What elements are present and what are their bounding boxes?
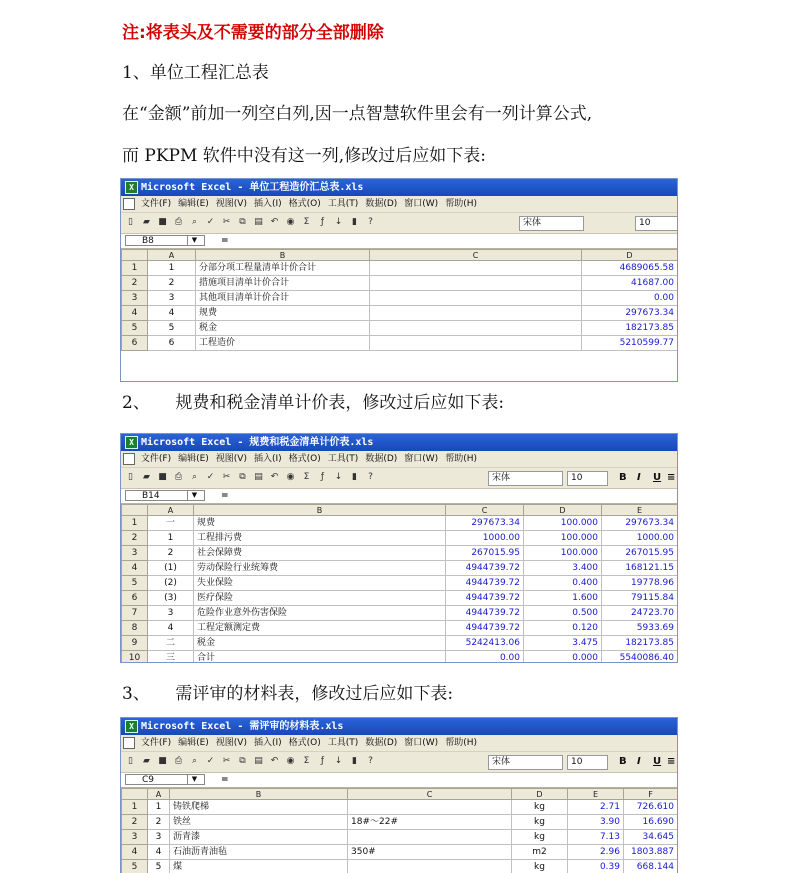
table-row — [122, 651, 678, 664]
table-row — [122, 576, 678, 591]
cell[interactable]: 4944739.72 — [446, 591, 524, 606]
cell[interactable]: 0.39 — [568, 860, 624, 873]
cell[interactable]: 79115.84 — [602, 591, 678, 606]
row-header[interactable]: 1 — [122, 516, 148, 531]
undo-icon[interactable]: ↶ — [268, 755, 281, 768]
cell[interactable]: 4944739.72 — [446, 576, 524, 591]
cell[interactable]: (2) — [148, 576, 194, 591]
formula-equals: = — [221, 773, 229, 787]
copy-icon[interactable]: ⧉ — [236, 755, 249, 768]
help-icon[interactable]: ? — [364, 216, 377, 229]
table-row — [122, 621, 678, 636]
column-header[interactable]: A — [148, 789, 170, 800]
cell[interactable]: 100.000 — [524, 516, 602, 531]
font-name-select[interactable]: 宋体 — [488, 471, 563, 486]
row-header[interactable]: 10 — [122, 651, 148, 664]
font-size-select[interactable]: 10 — [567, 755, 608, 770]
cell[interactable]: 5210599.77 — [582, 336, 678, 351]
sort-icon[interactable]: ↓ — [332, 216, 345, 229]
cell[interactable] — [370, 321, 582, 336]
table-row — [122, 546, 678, 561]
cell[interactable]: 2.96 — [568, 845, 624, 860]
row-header[interactable]: 3 — [122, 291, 148, 306]
cell[interactable]: 297673.34 — [582, 306, 678, 321]
table-row — [122, 591, 678, 606]
window-title: Microsoft Excel - 需评审的材料表.xls — [141, 721, 343, 732]
row-header[interactable]: 2 — [122, 815, 148, 830]
cell[interactable]: 4 — [148, 306, 196, 321]
menu-data[interactable]: 数据(D) — [365, 738, 397, 748]
window-title: Microsoft Excel - 规费和税金清单计价表.xls — [141, 437, 373, 448]
cell[interactable]: 5933.69 — [602, 621, 678, 636]
row-header[interactable]: 2 — [122, 276, 148, 291]
cell[interactable]: 24723.70 — [602, 606, 678, 621]
menu-window[interactable]: 窗口(W) — [404, 738, 438, 748]
cell[interactable]: 4 — [148, 621, 194, 636]
cell[interactable]: 社会保障费 — [194, 546, 446, 561]
save-icon[interactable]: ■ — [156, 471, 169, 484]
row-header[interactable]: 4 — [122, 561, 148, 576]
excel-icon: X — [125, 436, 138, 449]
menu-insert[interactable]: 插入(I) — [254, 738, 282, 748]
sum-icon[interactable]: Σ — [300, 216, 313, 229]
chart-icon[interactable]: ▮ — [348, 216, 361, 229]
sheet-grid — [121, 504, 678, 663]
menu-insert[interactable]: 插入(I) — [254, 454, 282, 464]
column-header[interactable]: A — [148, 505, 194, 516]
cell[interactable]: m2 — [512, 845, 568, 860]
cell[interactable]: 税金 — [194, 636, 446, 651]
column-header[interactable]: D — [512, 789, 568, 800]
title-bar — [121, 179, 677, 196]
menu-edit[interactable]: 编辑(E) — [178, 454, 209, 464]
document-icon — [123, 453, 135, 465]
help-icon[interactable]: ? — [364, 755, 377, 768]
formula-bar — [121, 489, 677, 504]
align-icon[interactable]: ≡ — [667, 755, 675, 769]
excel-icon: X — [125, 181, 138, 194]
heading-2: 2、 规费和税金清单计价表，修改过后应如下表: — [122, 393, 504, 413]
cell[interactable]: 0.000 — [524, 651, 602, 664]
font-name-select[interactable]: 宋体 — [519, 216, 584, 231]
menu-bar — [121, 196, 677, 213]
column-header[interactable]: A — [148, 250, 196, 261]
column-header[interactable]: D — [524, 505, 602, 516]
cell[interactable]: 规费 — [196, 306, 370, 321]
bold-button[interactable]: B — [619, 471, 627, 485]
excel-window-1 — [120, 178, 678, 382]
table-row — [122, 860, 678, 873]
column-header[interactable]: B — [196, 250, 370, 261]
table-row — [122, 276, 678, 291]
cell[interactable]: 劳动保险行业统筹费 — [194, 561, 446, 576]
table-row — [122, 815, 678, 830]
undo-icon[interactable]: ↶ — [268, 216, 281, 229]
print-icon[interactable]: ⎙ — [172, 216, 185, 229]
copy-icon[interactable]: ⧉ — [236, 471, 249, 484]
menu-help[interactable]: 帮助(H) — [445, 199, 477, 209]
cut-icon[interactable]: ✂ — [220, 755, 233, 768]
cell[interactable]: 医疗保险 — [194, 591, 446, 606]
cell[interactable]: 其他项目清单计价合计 — [196, 291, 370, 306]
cell[interactable]: 分部分项工程量清单计价合计 — [196, 261, 370, 276]
cell[interactable]: 4944739.72 — [446, 621, 524, 636]
name-box[interactable]: B14 — [125, 490, 205, 501]
cell[interactable]: kg — [512, 815, 568, 830]
cell[interactable]: 4944739.72 — [446, 606, 524, 621]
column-header[interactable]: D — [582, 250, 678, 261]
column-header[interactable]: E — [602, 505, 678, 516]
row-header[interactable]: 9 — [122, 636, 148, 651]
cell[interactable]: 一 — [148, 516, 194, 531]
note-text: 注:将表头及不需要的部分全部删除 — [122, 23, 384, 43]
table-row — [122, 606, 678, 621]
corner-cell[interactable] — [122, 505, 148, 516]
cell[interactable]: 168121.15 — [602, 561, 678, 576]
cell[interactable] — [370, 276, 582, 291]
row-header[interactable]: 1 — [122, 261, 148, 276]
cell[interactable] — [370, 261, 582, 276]
menu-format[interactable]: 格式(O) — [289, 454, 321, 464]
menu-bar — [121, 735, 677, 752]
cell[interactable]: 1 — [148, 261, 196, 276]
undo-icon[interactable]: ↶ — [268, 471, 281, 484]
cell[interactable]: 5540086.40 — [602, 651, 678, 664]
toolbar — [121, 468, 677, 489]
cell[interactable]: 石油沥青油毡 — [170, 845, 348, 860]
cell[interactable]: 2 — [148, 276, 196, 291]
cell[interactable]: 1000.00 — [446, 531, 524, 546]
cell[interactable] — [370, 336, 582, 351]
menu-tools[interactable]: 工具(T) — [328, 454, 359, 464]
cell[interactable]: 煤 — [170, 860, 348, 873]
function-icon[interactable]: ƒ — [316, 471, 329, 484]
cell[interactable]: 铁丝 — [170, 815, 348, 830]
menu-edit[interactable]: 编辑(E) — [178, 738, 209, 748]
column-header[interactable]: C — [446, 505, 524, 516]
function-icon[interactable]: ƒ — [316, 755, 329, 768]
row-header[interactable]: 6 — [122, 591, 148, 606]
menu-format[interactable]: 格式(O) — [289, 199, 321, 209]
document-icon — [123, 737, 135, 749]
table-row — [122, 306, 678, 321]
menu-tools[interactable]: 工具(T) — [328, 199, 359, 209]
row-header[interactable]: 5 — [122, 321, 148, 336]
cell[interactable]: 5 — [148, 860, 170, 873]
row-header[interactable]: 4 — [122, 845, 148, 860]
cell[interactable]: kg — [512, 830, 568, 845]
cell[interactable]: 3.400 — [524, 561, 602, 576]
italic-button[interactable]: I — [637, 755, 641, 769]
cell[interactable] — [348, 860, 512, 873]
cell[interactable] — [348, 800, 512, 815]
save-icon[interactable]: ■ — [156, 755, 169, 768]
cell[interactable]: 危险作业意外伤害保险 — [194, 606, 446, 621]
cell[interactable]: 41687.00 — [582, 276, 678, 291]
print-preview-icon[interactable]: ⌕ — [188, 216, 201, 229]
column-header[interactable]: B — [194, 505, 446, 516]
spellcheck-icon[interactable]: ✓ — [204, 216, 217, 229]
new-icon[interactable]: ▯ — [124, 216, 137, 229]
cell[interactable]: 5 — [148, 321, 196, 336]
hyperlink-icon[interactable]: ◉ — [284, 755, 297, 768]
cell[interactable]: 三 — [148, 651, 194, 664]
sheet-grid — [121, 788, 678, 873]
paste-icon[interactable]: ▤ — [252, 471, 265, 484]
column-header[interactable]: B — [170, 789, 348, 800]
corner-cell[interactable] — [122, 789, 148, 800]
menu-view[interactable]: 视图(V) — [216, 738, 247, 748]
new-icon[interactable]: ▯ — [124, 755, 137, 768]
print-icon[interactable]: ⎙ — [172, 471, 185, 484]
paragraph-2: 而 PKPM 软件中没有这一列,修改过后应如下表: — [122, 146, 486, 166]
column-header[interactable]: C — [348, 789, 512, 800]
copy-icon[interactable]: ⧉ — [236, 216, 249, 229]
align-icon[interactable]: ≡ — [667, 471, 675, 485]
sheet-grid — [121, 249, 678, 351]
cell[interactable]: (3) — [148, 591, 194, 606]
table-row — [122, 291, 678, 306]
print-preview-icon[interactable]: ⌕ — [188, 471, 201, 484]
sum-icon[interactable]: Σ — [300, 755, 313, 768]
cell[interactable]: 1000.00 — [602, 531, 678, 546]
row-header[interactable]: 3 — [122, 830, 148, 845]
italic-button[interactable]: I — [637, 471, 641, 485]
menu-help[interactable]: 帮助(H) — [445, 454, 477, 464]
cell[interactable]: 4944739.72 — [446, 561, 524, 576]
cell[interactable]: 税金 — [196, 321, 370, 336]
cell[interactable]: 失业保险 — [194, 576, 446, 591]
corner-cell[interactable] — [122, 250, 148, 261]
row-header[interactable]: 3 — [122, 546, 148, 561]
cell[interactable]: 350# — [348, 845, 512, 860]
cell[interactable] — [370, 306, 582, 321]
new-icon[interactable]: ▯ — [124, 471, 137, 484]
cell[interactable]: 措施项目清单计价合计 — [196, 276, 370, 291]
sum-icon[interactable]: Σ — [300, 471, 313, 484]
cell[interactable]: 34.645 — [624, 830, 678, 845]
cell[interactable]: 5242413.06 — [446, 636, 524, 651]
excel-window-3 — [120, 717, 678, 873]
spellcheck-icon[interactable]: ✓ — [204, 755, 217, 768]
hyperlink-icon[interactable]: ◉ — [284, 471, 297, 484]
cell[interactable]: 7.13 — [568, 830, 624, 845]
menu-file[interactable]: 文件(F) — [141, 199, 171, 209]
paste-icon[interactable]: ▤ — [252, 216, 265, 229]
cell[interactable]: 3 — [148, 291, 196, 306]
cell[interactable]: 0.00 — [582, 291, 678, 306]
save-icon[interactable]: ■ — [156, 216, 169, 229]
cell[interactable]: 16.690 — [624, 815, 678, 830]
table-row — [122, 636, 678, 651]
chevron-down-icon[interactable]: ▼ — [187, 235, 201, 246]
cell[interactable]: 1 — [148, 531, 194, 546]
toolbar — [121, 752, 677, 773]
name-box[interactable]: B8 — [125, 235, 205, 246]
cell[interactable]: 726.610 — [624, 800, 678, 815]
cell[interactable]: 182173.85 — [582, 321, 678, 336]
font-size-select[interactable]: 10 — [635, 216, 678, 231]
table-row — [122, 800, 678, 815]
sort-icon[interactable]: ↓ — [332, 471, 345, 484]
cell[interactable]: 2 — [148, 546, 194, 561]
column-header-row — [122, 789, 678, 800]
font-name-select[interactable]: 宋体 — [488, 755, 563, 770]
open-icon[interactable]: ▰ — [140, 216, 153, 229]
row-header[interactable]: 1 — [122, 800, 148, 815]
table-row — [122, 336, 678, 351]
cell[interactable]: 0.120 — [524, 621, 602, 636]
row-header[interactable]: 2 — [122, 531, 148, 546]
chevron-down-icon[interactable]: ▼ — [187, 490, 201, 501]
cell[interactable]: 沥青漆 — [170, 830, 348, 845]
cell[interactable]: 297673.34 — [602, 516, 678, 531]
row-header[interactable]: 7 — [122, 606, 148, 621]
formula-equals: = — [221, 489, 229, 503]
title-bar — [121, 434, 677, 451]
cell[interactable] — [370, 291, 582, 306]
table-row — [122, 531, 678, 546]
table-row — [122, 261, 678, 276]
menu-file[interactable]: 文件(F) — [141, 738, 171, 748]
menu-insert[interactable]: 插入(I) — [254, 199, 282, 209]
print-preview-icon[interactable]: ⌕ — [188, 755, 201, 768]
cell[interactable]: kg — [512, 800, 568, 815]
paste-icon[interactable]: ▤ — [252, 755, 265, 768]
table-row — [122, 845, 678, 860]
cell[interactable]: 工程排污费 — [194, 531, 446, 546]
title-bar — [121, 718, 677, 735]
table-row — [122, 830, 678, 845]
excel-icon: X — [125, 720, 138, 733]
print-icon[interactable]: ⎙ — [172, 755, 185, 768]
menu-edit[interactable]: 编辑(E) — [178, 199, 209, 209]
menu-window[interactable]: 窗口(W) — [404, 454, 438, 464]
cell[interactable]: 100.000 — [524, 546, 602, 561]
cell[interactable]: 297673.34 — [446, 516, 524, 531]
underline-button[interactable]: U — [653, 755, 661, 769]
table-row — [122, 321, 678, 336]
bold-button[interactable]: B — [619, 755, 627, 769]
cell[interactable]: 合计 — [194, 651, 446, 664]
underline-button[interactable]: U — [653, 471, 661, 485]
cell[interactable]: 2 — [148, 815, 170, 830]
menu-bar — [121, 451, 677, 468]
sort-icon[interactable]: ↓ — [332, 755, 345, 768]
menu-data[interactable]: 数据(D) — [365, 454, 397, 464]
menu-tools[interactable]: 工具(T) — [328, 738, 359, 748]
open-icon[interactable]: ▰ — [140, 471, 153, 484]
open-icon[interactable]: ▰ — [140, 755, 153, 768]
cell[interactable]: 267015.95 — [602, 546, 678, 561]
cell[interactable]: 19778.96 — [602, 576, 678, 591]
formula-equals: = — [221, 234, 229, 248]
cell[interactable]: 668.144 — [624, 860, 678, 873]
help-icon[interactable]: ? — [364, 471, 377, 484]
cell[interactable]: 18#～22# — [348, 815, 512, 830]
document-icon — [123, 198, 135, 210]
font-size-select[interactable]: 10 — [567, 471, 608, 486]
cell[interactable]: 267015.95 — [446, 546, 524, 561]
cell[interactable]: 1 — [148, 800, 170, 815]
cell[interactable]: 3 — [148, 606, 194, 621]
excel-window-2 — [120, 433, 678, 663]
row-header[interactable]: 5 — [122, 860, 148, 873]
cell[interactable]: 0.400 — [524, 576, 602, 591]
cut-icon[interactable]: ✂ — [220, 471, 233, 484]
menu-window[interactable]: 窗口(W) — [404, 199, 438, 209]
hyperlink-icon[interactable]: ◉ — [284, 216, 297, 229]
heading-1: 1、单位工程汇总表 — [122, 63, 269, 83]
column-header-row — [122, 250, 678, 261]
cell[interactable]: kg — [512, 860, 568, 873]
row-header[interactable]: 8 — [122, 621, 148, 636]
cell[interactable]: (1) — [148, 561, 194, 576]
cell[interactable]: 2.71 — [568, 800, 624, 815]
cell[interactable]: 3 — [148, 830, 170, 845]
cell[interactable]: 工程造价 — [196, 336, 370, 351]
row-header[interactable]: 5 — [122, 576, 148, 591]
cell[interactable]: 0.00 — [446, 651, 524, 664]
row-header[interactable]: 6 — [122, 336, 148, 351]
menu-format[interactable]: 格式(O) — [289, 738, 321, 748]
column-header[interactable]: C — [370, 250, 582, 261]
window-title: Microsoft Excel - 单位工程造价汇总表.xls — [141, 182, 363, 193]
spellcheck-icon[interactable]: ✓ — [204, 471, 217, 484]
menu-file[interactable]: 文件(F) — [141, 454, 171, 464]
cell[interactable]: 1803.887 — [624, 845, 678, 860]
cell[interactable]: 4689065.58 — [582, 261, 678, 276]
cell[interactable]: 4 — [148, 845, 170, 860]
paragraph-1: 在“金额”前加一列空白列,因一点智慧软件里会有一列计算公式, — [122, 104, 592, 124]
cut-icon[interactable]: ✂ — [220, 216, 233, 229]
cell[interactable]: 100.000 — [524, 531, 602, 546]
chart-icon[interactable]: ▮ — [348, 471, 361, 484]
formula-bar — [121, 773, 677, 788]
table-row — [122, 516, 678, 531]
menu-view[interactable]: 视图(V) — [216, 199, 247, 209]
cell[interactable]: 二 — [148, 636, 194, 651]
cell[interactable]: 3.90 — [568, 815, 624, 830]
menu-view[interactable]: 视图(V) — [216, 454, 247, 464]
menu-data[interactable]: 数据(D) — [365, 199, 397, 209]
cell[interactable] — [348, 830, 512, 845]
formula-bar — [121, 234, 677, 249]
cell[interactable]: 1.600 — [524, 591, 602, 606]
toolbar — [121, 213, 677, 234]
menu-help[interactable]: 帮助(H) — [445, 738, 477, 748]
cell[interactable]: 铸铁爬梯 — [170, 800, 348, 815]
heading-3: 3、 需评审的材料表，修改过后应如下表: — [122, 684, 453, 704]
chevron-down-icon[interactable]: ▼ — [187, 774, 201, 785]
column-header-row — [122, 505, 678, 516]
cell[interactable]: 6 — [148, 336, 196, 351]
cell[interactable]: 182173.85 — [602, 636, 678, 651]
table-row — [122, 561, 678, 576]
name-box[interactable]: C9 — [125, 774, 205, 785]
row-header[interactable]: 4 — [122, 306, 148, 321]
column-header[interactable]: E — [568, 789, 624, 800]
cell[interactable]: 工程定额测定费 — [194, 621, 446, 636]
function-icon[interactable]: ƒ — [316, 216, 329, 229]
cell[interactable]: 规费 — [194, 516, 446, 531]
chart-icon[interactable]: ▮ — [348, 755, 361, 768]
cell[interactable]: 0.500 — [524, 606, 602, 621]
column-header[interactable]: F — [624, 789, 678, 800]
cell[interactable]: 3.475 — [524, 636, 602, 651]
